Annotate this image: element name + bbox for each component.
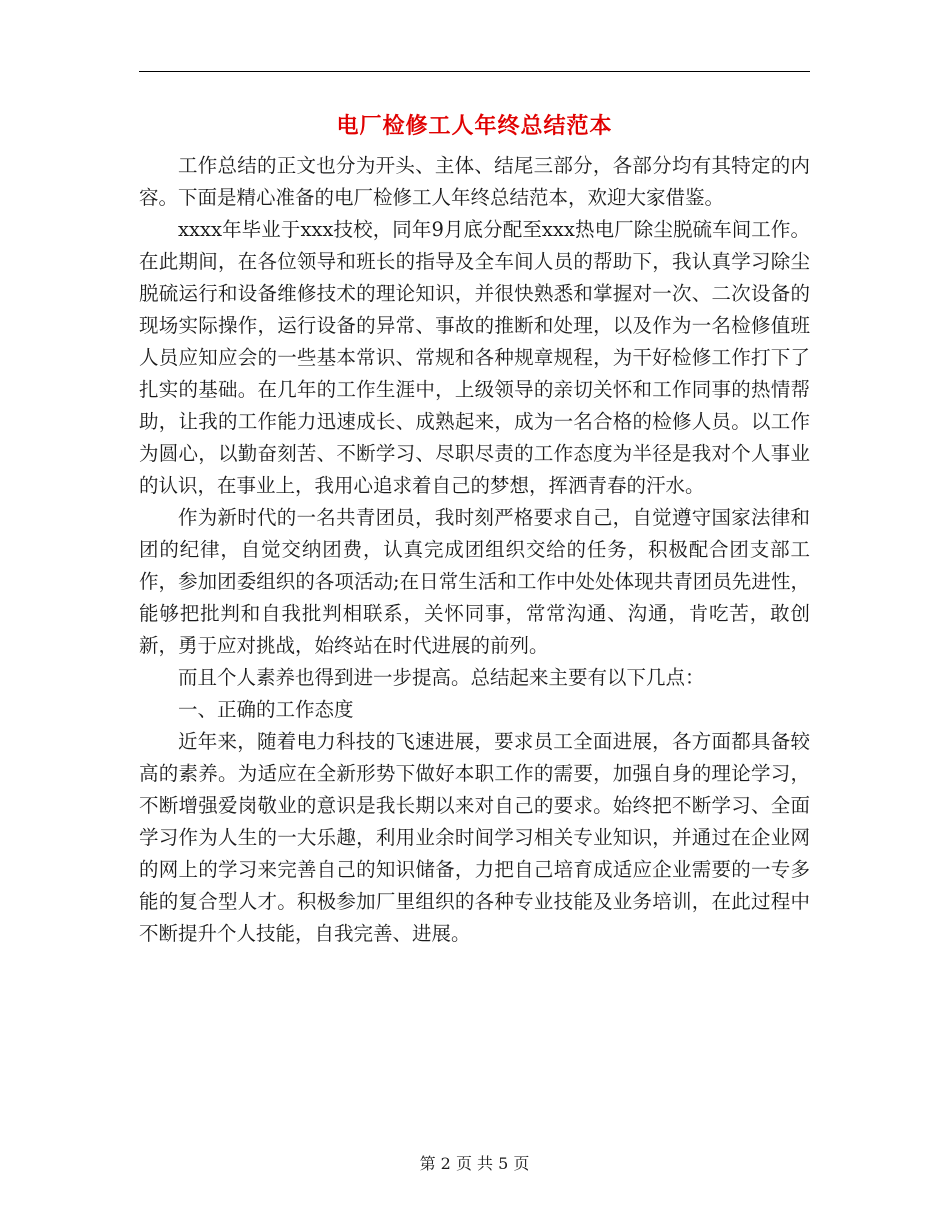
paragraph-career: xxxx年毕业于xxx技校，同年9月底分配至xxx热电厂除尘脱硫车间工作。在此期间，在各位领导和班长的指导及全车间人员的帮助下，我认真学习除尘脱硫运行和设备维修技术的理论知识，并很快熟悉和掌握对一次、二次设备的现场实际操作，运行设备的异常、事故的推断和处理，以及作为一名检修值班人员应知应会的一些基本常识、常规和各种规章规程，为干好检修工作打下了扎实的基础。在几年的工作生涯中，上级领导的亲切关怀和工作同事的热情帮助，让我的工作能力迅速成长、成熟起来，成为一名合格的检修人员。以工作为圆心，以勤奋刻苦、不断学习、尽职尽责的工作态度为半径是我对个人事业的认识，在事业上，我用心追求着自己的梦想，挥洒青春的汗水。 — [139, 218, 810, 497]
section-heading-attitude: 一、正确的工作态度 — [178, 698, 354, 721]
header-rule — [139, 71, 810, 72]
page-number-footer: 第 2 页 共 5 页 — [419, 1154, 530, 1173]
paragraph-attitude: 近年来，随着电力科技的飞速进展，要求员工全面进展，各方面都具备较高的素养。为适应在全新形势下做好本职工作的需要，加强自身的理论学习，不断增强爱岗敬业的意识是我长期以来对自己的要求。始终把不断学习、全面学习作为人生的一大乐趣，利用业余时间学习相关专业知识，并通过在企业网的网上的学习来完善自己的知识储备，力把自己培育成适应企业需要的一专多能的复合型人才。积极参加厂里组织的各种专业技能及业务培训，在此过程中不断提升个人技能，自我完善、进展。 — [139, 730, 810, 945]
paragraph-summary-lead: 而且个人素养也得到进一步提高。总结起来主要有以下几点： — [178, 666, 705, 689]
paragraph-intro: 工作总结的正文也分为开头、主体、结尾三部分，各部分均有其特定的内容。下面是精心准备的电厂检修工人年终总结范本，欢迎大家借鉴。 — [139, 154, 810, 209]
document-title: 电厂检修工人年终总结范本 — [336, 113, 613, 139]
paragraph-league-member: 作为新时代的一名共青团员，我时刻严格要求自己，自觉遵守国家法律和团的纪律，自觉交纳团费，认真完成团组织交给的任务，积极配合团支部工作，参加团委组织的各项活动;在日常生活和工作中处处体现共青团员先进性，能够把批判和自我批判相联系，关怀同事，常常沟通、沟通，肯吃苦，敢创新，勇于应对挑战，始终站在时代进展的前列。 — [139, 506, 810, 657]
document-body — [139, 150, 810, 950]
